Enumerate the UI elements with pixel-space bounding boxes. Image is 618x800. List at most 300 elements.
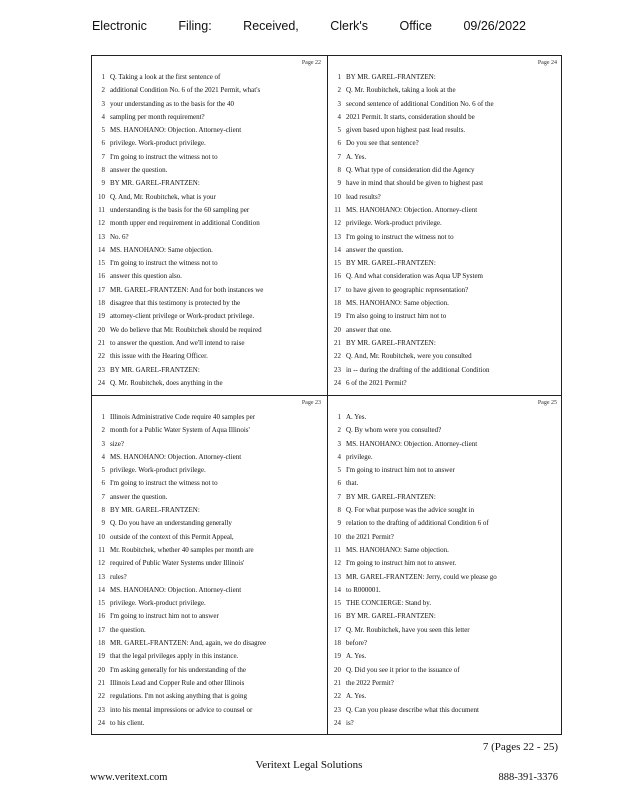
transcript-line	[96, 464, 323, 477]
line-text: 6 of the 2021 Permit?	[346, 378, 407, 387]
line-number: 17	[98, 625, 105, 634]
line-number: 2	[337, 86, 341, 95]
line-number: 16	[98, 612, 105, 621]
page-number: Page 23	[301, 400, 321, 406]
line-number: 22	[98, 692, 105, 701]
line-text: size?	[110, 439, 124, 448]
transcript-line	[96, 377, 323, 390]
line-number: 4	[337, 112, 341, 121]
line-number: 16	[98, 272, 105, 281]
transcript-line	[332, 464, 559, 477]
line-text: 2021 Permit. It starts, consideration should be	[346, 112, 475, 121]
line-number: 13	[334, 232, 341, 241]
line-number: 12	[334, 559, 341, 568]
line-text: attorney-client privilege or Work-product privilege.	[110, 312, 255, 321]
transcript-line	[332, 517, 559, 530]
transcript-line	[332, 124, 559, 137]
line-number: 9	[337, 179, 341, 188]
line-number: 20	[334, 325, 341, 334]
line-text: No. 6?	[110, 232, 129, 241]
line-number: 5	[101, 126, 105, 135]
line-number: 3	[337, 439, 341, 448]
transcript-line	[332, 610, 559, 623]
transcript-line	[332, 438, 559, 451]
line-text: Q. By whom were you consulted?	[346, 426, 442, 435]
transcript-line	[332, 504, 559, 517]
transcript-grid	[91, 55, 562, 735]
transcript-line	[332, 677, 559, 690]
line-number: 7	[101, 492, 105, 501]
transcript-line	[96, 111, 323, 124]
line-number: 17	[334, 285, 341, 294]
line-text: to answer the question. And we'll intend to raise	[110, 338, 245, 347]
line-number: 20	[98, 325, 105, 334]
line-number: 7	[337, 492, 341, 501]
line-text: BY MR. GAREL-FRANTZEN:	[346, 73, 436, 81]
line-number: 24	[98, 378, 105, 387]
transcript-line	[332, 310, 559, 323]
line-text: this issue with the Hearing Officer.	[110, 352, 208, 361]
line-text: outside of the context of this Permit Appeal,	[110, 532, 234, 541]
line-number: 8	[337, 166, 341, 175]
line-number: 23	[334, 705, 341, 714]
line-number: 8	[101, 166, 105, 175]
line-text: BY MR. GAREL-FRANTZEN:	[346, 259, 436, 268]
filing-header	[0, 19, 618, 33]
line-text: BY MR. GAREL-FRANTZEN:	[346, 338, 436, 347]
line-number: 9	[101, 519, 105, 528]
line-number: 11	[334, 205, 341, 214]
line-text: I'm going to instruct the witness not to	[346, 232, 454, 241]
line-number: 15	[334, 599, 341, 608]
transcript-line	[332, 411, 559, 424]
transcript-line	[96, 584, 323, 597]
line-number: 11	[98, 545, 105, 554]
line-number: 20	[334, 665, 341, 674]
transcript-line	[332, 544, 559, 557]
line-text: answer the question.	[110, 166, 168, 175]
transcript-line	[332, 650, 559, 663]
transcript-line	[332, 284, 559, 297]
line-text: I'm going to instruct him not to answer	[346, 466, 455, 475]
transcript-line	[332, 257, 559, 270]
line-text: into his mental impressions or advice to counsel or	[110, 705, 253, 714]
transcript-line	[96, 310, 323, 323]
line-number: 3	[101, 99, 105, 108]
line-number: 4	[101, 112, 105, 121]
transcript-line	[332, 571, 559, 584]
line-number: 24	[334, 718, 341, 727]
line-number: 23	[334, 365, 341, 374]
line-number: 17	[334, 625, 341, 634]
line-number: 16	[334, 612, 341, 621]
line-text: I'm going to instruct him not to answer	[110, 612, 219, 621]
line-number: 22	[98, 352, 105, 361]
line-text: answer the question.	[110, 492, 168, 501]
line-text: Q. Taking a look at the first sentence of	[110, 73, 221, 81]
line-number: 19	[98, 652, 105, 661]
transcript-line	[96, 411, 323, 424]
transcript-line	[332, 270, 559, 283]
line-text: Q. Did you see it prior to the issuance of	[346, 665, 460, 674]
line-number: 6	[337, 139, 341, 148]
transcript-line	[332, 377, 559, 390]
line-text: MS. HANOHANO: Same objection.	[110, 245, 213, 254]
line-number: 9	[337, 519, 341, 528]
transcript-lines	[332, 71, 559, 390]
line-text: MS. HANOHANO: Objection. Attorney-client	[346, 205, 478, 214]
line-number: 8	[101, 506, 105, 515]
line-number: 19	[334, 312, 341, 321]
transcript-line	[96, 637, 323, 650]
line-number: 8	[337, 506, 341, 515]
transcript-line	[96, 217, 323, 230]
line-number: 4	[337, 452, 341, 461]
line-text: BY MR. GAREL-FRANTZEN:	[346, 492, 436, 501]
line-number: 24	[334, 378, 341, 387]
line-number: 14	[334, 245, 341, 254]
transcript-line	[332, 84, 559, 97]
line-text: BY MR. GAREL-FRANTZEN:	[346, 612, 436, 621]
transcript-line	[96, 664, 323, 677]
line-number: 19	[98, 312, 105, 321]
line-text: I'm going to instruct the witness not to	[110, 479, 218, 488]
transcript-line	[96, 284, 323, 297]
line-text: MR. GAREL-FRANTZEN: And for both instances we	[110, 285, 264, 294]
line-number: 18	[334, 299, 341, 308]
line-number: 22	[334, 692, 341, 701]
line-number: 1	[101, 413, 105, 421]
line-text: MS. HANOHANO: Objection. Attorney-client	[110, 452, 242, 461]
transcript-line	[96, 297, 323, 310]
line-text: to his client.	[110, 718, 145, 727]
line-text: MS. HANOHANO: Objection. Attorney-client	[110, 585, 242, 594]
line-number: 18	[98, 639, 105, 648]
line-number: 16	[334, 272, 341, 281]
line-text: BY MR. GAREL-FRANTZEN:	[110, 506, 200, 515]
line-text: regulations. I'm not asking anything that is going	[110, 692, 247, 701]
line-number: 19	[334, 652, 341, 661]
line-text: Q. Mr. Roubitchek, does anything in the	[110, 378, 223, 387]
line-number: 14	[334, 585, 341, 594]
line-number: 23	[98, 705, 105, 714]
transcript-line	[96, 231, 323, 244]
transcript-line	[96, 364, 323, 377]
line-number: 12	[334, 219, 341, 228]
transcript-line	[332, 477, 559, 490]
header-word-4: Clerk's	[330, 19, 369, 33]
transcript-line	[332, 350, 559, 363]
transcript-line	[96, 517, 323, 530]
transcript-line	[96, 477, 323, 490]
transcript-line	[332, 690, 559, 703]
line-text: Q. What type of consideration did the Agency	[346, 166, 475, 175]
line-text: THE CONCIERGE: Stand by.	[346, 599, 432, 608]
transcript-line	[332, 98, 559, 111]
line-number: 21	[98, 678, 105, 687]
transcript-line	[96, 151, 323, 164]
transcript-line	[96, 557, 323, 570]
transcript-line	[332, 111, 559, 124]
transcript-line	[96, 451, 323, 464]
transcript-line	[332, 557, 559, 570]
line-number: 1	[337, 73, 341, 81]
transcript-line	[332, 424, 559, 437]
line-text: the 2021 Permit?	[346, 532, 394, 541]
line-number: 9	[101, 179, 105, 188]
page-range: 7 (Pages 22 - 25)	[482, 741, 558, 753]
line-text: is?	[346, 718, 354, 727]
line-text: disagree that this testimony is protected by the	[110, 299, 241, 308]
transcript-line	[332, 164, 559, 177]
page-number: Page 24	[537, 60, 557, 66]
line-text: the question.	[110, 625, 146, 634]
line-text: Q. Mr. Roubitchek, taking a look at the	[346, 86, 456, 95]
line-number: 20	[98, 665, 105, 674]
transcript-line	[332, 664, 559, 677]
transcript-line	[332, 364, 559, 377]
transcript-line	[96, 571, 323, 584]
transcript-line	[96, 337, 323, 350]
line-text: Illinois Administrative Code require 40 samples per	[110, 413, 256, 421]
transcript-line	[96, 504, 323, 517]
line-text: Q. For what purpose was the advice sought in	[346, 506, 475, 515]
transcript-page-25	[328, 396, 563, 735]
transcript-line	[332, 337, 559, 350]
page-number: Page 22	[301, 60, 321, 66]
line-number: 18	[334, 639, 341, 648]
transcript-line	[96, 137, 323, 150]
header-word-5: Office	[399, 19, 432, 33]
line-text: I'm going to instruct the witness not to	[110, 259, 218, 268]
line-text: I'm going to instruct him not to answer.	[346, 559, 457, 568]
transcript-line	[96, 257, 323, 270]
transcript-line	[332, 71, 559, 84]
line-number: 5	[337, 126, 341, 135]
transcript-line	[96, 610, 323, 623]
phone-number: 888-391-3376	[498, 772, 558, 783]
transcript-line	[332, 177, 559, 190]
line-text: before?	[346, 639, 367, 648]
line-text: BY MR. GAREL-FRANTZEN:	[110, 365, 200, 374]
transcript-page-24	[328, 56, 563, 395]
line-number: 23	[98, 365, 105, 374]
line-text: privilege. Work-product privilege.	[110, 466, 206, 475]
line-number: 21	[334, 338, 341, 347]
company-name: Veritext Legal Solutions	[255, 759, 363, 771]
line-text: A. Yes.	[346, 152, 367, 161]
transcript-line	[332, 531, 559, 544]
line-number: 1	[337, 413, 341, 421]
line-number: 13	[334, 572, 341, 581]
transcript-lines	[96, 411, 323, 730]
transcript-lines	[332, 411, 559, 730]
line-number: 2	[101, 426, 105, 435]
line-number: 17	[98, 285, 105, 294]
transcript-line	[96, 204, 323, 217]
transcript-line	[96, 324, 323, 337]
line-text: understanding is the basis for the 60 sampling per	[110, 205, 250, 214]
line-number: 14	[98, 585, 105, 594]
line-text: answer the question.	[346, 245, 404, 254]
line-number: 6	[101, 479, 105, 488]
line-text: MS. HANOHANO: Objection. Attorney-client	[110, 126, 242, 135]
line-number: 14	[98, 245, 105, 254]
transcript-line	[96, 124, 323, 137]
line-number: 2	[337, 426, 341, 435]
line-number: 12	[98, 219, 105, 228]
line-text: to have given to geographic representation?	[346, 285, 469, 294]
line-text: have in mind that should be given to highest past	[346, 179, 484, 188]
line-number: 11	[98, 205, 105, 214]
transcript-line	[96, 98, 323, 111]
line-text: Q. And, Mr. Roubitchek, what is your	[110, 192, 216, 201]
line-text: in -- during the drafting of the additional Condition	[346, 365, 490, 374]
line-text: A. Yes.	[346, 413, 367, 421]
transcript-line	[332, 584, 559, 597]
line-text: lead results?	[346, 192, 381, 201]
header-word-3: Received,	[243, 19, 299, 33]
line-text: the 2022 Permit?	[346, 678, 394, 687]
line-text: I'm also going to instruct him not to	[346, 312, 447, 321]
line-text: given based upon highest past lead results.	[346, 126, 466, 135]
header-date: 09/26/2022	[463, 19, 527, 33]
line-text: month for a Public Water System of Aqua Illinois'	[110, 426, 250, 435]
transcript-line	[96, 424, 323, 437]
transcript-page-22	[92, 56, 327, 395]
transcript-line	[332, 324, 559, 337]
line-number: 15	[98, 259, 105, 268]
line-text: MS. HANOHANO: Same objection.	[346, 545, 449, 554]
transcript-line	[332, 624, 559, 637]
transcript-line	[96, 270, 323, 283]
transcript-line	[96, 350, 323, 363]
line-number: 5	[337, 466, 341, 475]
line-text: to R000001.	[346, 585, 381, 594]
line-text: privilege. Work-product privilege.	[346, 219, 442, 228]
transcript-line	[96, 71, 323, 84]
header-word-2: Filing:	[178, 19, 212, 33]
line-number: 10	[334, 192, 341, 201]
line-text: A. Yes.	[346, 692, 367, 701]
line-text: Q. Can you please describe what this document	[346, 705, 479, 714]
transcript-line	[96, 84, 323, 97]
line-number: 18	[98, 299, 105, 308]
line-text: your understanding as to the basis for the 40	[110, 99, 235, 108]
transcript-line	[96, 531, 323, 544]
line-number: 15	[98, 599, 105, 608]
transcript-line	[332, 204, 559, 217]
line-text: BY MR. GAREL-FRANTZEN:	[110, 179, 200, 188]
line-text: Mr. Roubitchek, whether 40 samples per month are	[110, 545, 254, 554]
header-word-1: Electronic	[91, 19, 147, 33]
line-text: privilege. Work-product privilege.	[110, 139, 206, 148]
line-text: that the legal privileges apply in this instance.	[110, 652, 239, 661]
line-text: answer that one.	[346, 325, 392, 334]
transcript-line	[96, 717, 323, 730]
line-number: 1	[101, 73, 105, 81]
line-text: A. Yes.	[346, 652, 367, 661]
transcript-line	[332, 191, 559, 204]
line-number: 5	[101, 466, 105, 475]
line-text: Do you see that sentence?	[346, 139, 419, 148]
line-text: privilege. Work-product privilege.	[110, 599, 206, 608]
transcript-line	[96, 544, 323, 557]
transcript-line	[332, 297, 559, 310]
line-text: MR. GAREL-FRANTZEN: Jerry, could we please go	[346, 572, 497, 581]
line-number: 11	[334, 545, 341, 554]
line-number: 22	[334, 352, 341, 361]
line-number: 2	[101, 86, 105, 95]
transcript-line	[332, 637, 559, 650]
transcript-line	[96, 704, 323, 717]
line-text: MR. GAREL-FRANTZEN: And, again, we do disagree	[110, 639, 267, 648]
line-text: second sentence of additional Condition No. 6 of the	[346, 99, 494, 108]
transcript-line	[332, 491, 559, 504]
line-text: MS. HANOHANO: Same objection.	[346, 299, 449, 308]
transcript-line	[332, 717, 559, 730]
website: www.veritext.com	[90, 772, 168, 783]
line-text: month upper end requirement in additional Condition	[110, 219, 260, 228]
line-number: 6	[101, 139, 105, 148]
transcript-line	[96, 244, 323, 257]
line-number: 3	[337, 99, 341, 108]
line-text: sampling per month requirement?	[110, 112, 205, 121]
line-number: 10	[98, 532, 105, 541]
line-number: 13	[98, 232, 105, 241]
transcript-line	[96, 690, 323, 703]
transcript-line	[332, 151, 559, 164]
line-number: 7	[337, 152, 341, 161]
line-text: Illinois Lead and Copper Rule and other Illinois	[110, 678, 245, 687]
line-number: 10	[334, 532, 341, 541]
line-number: 21	[334, 678, 341, 687]
line-text: Q. And, Mr. Roubitchek, were you consulted	[346, 352, 472, 361]
line-text: additional Condition No. 6 of the 2021 Permit, what's	[110, 86, 261, 95]
transcript-line	[332, 244, 559, 257]
transcript-line	[332, 217, 559, 230]
line-text: rules?	[110, 572, 127, 581]
line-text: I'm asking generally for his understanding of the	[110, 665, 246, 674]
line-text: Q. Do you have an understanding generally	[110, 519, 232, 528]
line-text: We do believe that Mr. Roubitchek should be required	[110, 325, 262, 334]
transcript-line	[96, 677, 323, 690]
transcript-line	[332, 137, 559, 150]
transcript-line	[332, 231, 559, 244]
transcript-line	[96, 597, 323, 610]
line-number: 13	[98, 572, 105, 581]
line-number: 3	[101, 439, 105, 448]
transcript-line	[96, 177, 323, 190]
transcript-line	[96, 191, 323, 204]
line-number: 7	[101, 152, 105, 161]
transcript-line	[96, 624, 323, 637]
transcript-line	[96, 164, 323, 177]
transcript-line	[96, 650, 323, 663]
line-text: that.	[346, 479, 359, 488]
line-number: 15	[334, 259, 341, 268]
line-text: MS. HANOHANO: Objection. Attorney-client	[346, 439, 478, 448]
line-text: required of Public Water Systems under Illinois'	[110, 559, 245, 568]
line-number: 12	[98, 559, 105, 568]
line-text: privilege.	[346, 452, 373, 461]
transcript-lines	[96, 71, 323, 390]
transcript-line	[332, 597, 559, 610]
transcript-page-23	[92, 396, 327, 735]
line-number: 4	[101, 452, 105, 461]
line-text: answer this question also.	[110, 272, 182, 281]
line-number: 6	[337, 479, 341, 488]
